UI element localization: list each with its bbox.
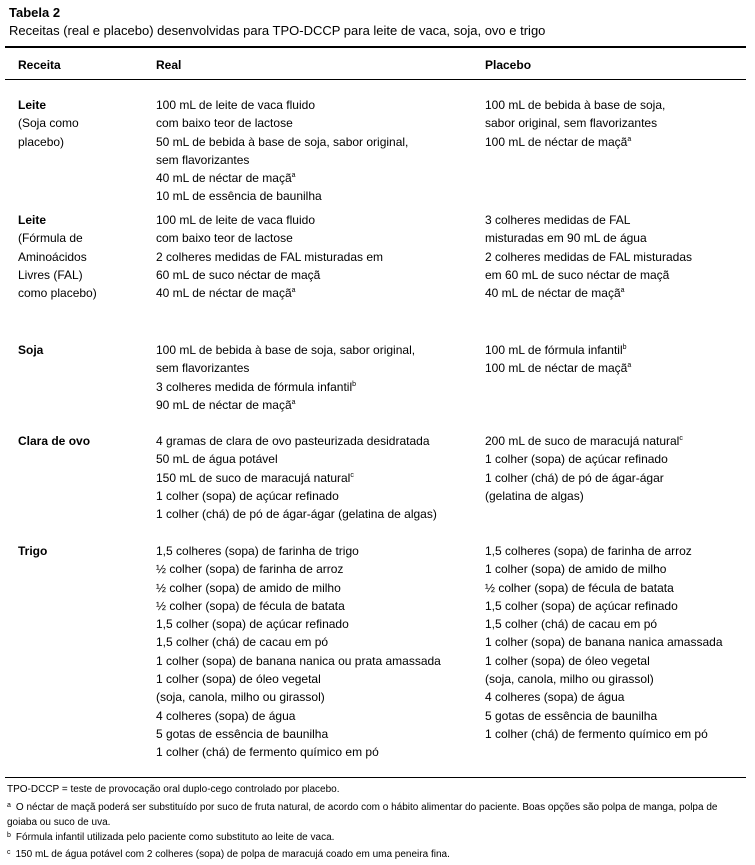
line-text: 1 colher (sopa) de banana nanica ou prata amassada [156,653,441,668]
ingredient-line [156,469,437,487]
ingredient-line [485,560,723,578]
footnote-ref: a [620,287,625,295]
line-text: 4 colheres (sopa) de água [485,690,625,705]
line-text: 100 mL de leite de vaca fluido [156,98,315,112]
ingredient-line [485,248,692,266]
line-text: 1 colher (sopa) de açúcar refinado [485,452,668,467]
line-text: 1 colher (sopa) de açúcar refinado [156,488,339,503]
line-text: 3 colheres medidas de FAL [485,213,631,227]
line-text: 1 colher (sopa) de óleo vegetal [156,672,321,687]
line-text: 5 gotas de essência de baunilha [485,708,658,723]
footnote-text: 150 mL de água potável com 2 colheres (sopa) de polpa de maracujá coado em uma peneira fina. [15,849,450,860]
line-text: 40 mL de néctar de maçã [485,286,621,301]
ingredient-line [156,133,408,151]
line-text: 40 mL de néctar de maçã [156,286,292,301]
footnote-b [7,829,745,846]
ingredient-line [156,505,437,523]
ingredient-line [485,284,692,302]
ingredient-line [156,560,441,578]
recipe-note [18,114,79,132]
recipe-note [18,284,97,302]
line-text: 100 mL de fórmula infantil [485,343,623,357]
line-text: 10 mL de essência de baunilha [156,189,322,204]
footnote-ref: a [627,135,632,143]
footnote-ref: b [622,344,627,351]
ingredient-line [156,450,437,468]
ingredient-line [485,670,723,688]
ingredient-line [156,688,441,706]
line-text: 1 colher (chá) de fermento químico em pó [485,726,708,741]
line-text: com baixo teor de lactose [156,116,293,131]
ingredient-line [156,615,441,633]
ingredient-line [156,707,441,725]
line-text: 1,5 colheres (sopa) de farinha de arroz [485,544,692,558]
recipe-note [18,266,97,284]
line-text: sem flavorizantes [156,152,250,167]
line-text: sem flavorizantes [156,361,250,376]
recipe-name [18,432,90,450]
line-text: 5 gotas de essência de baunilha [156,726,329,741]
ingredient-line [485,469,683,487]
line-text: 100 mL de leite de vaca fluido [156,213,315,227]
cell-real [156,211,383,302]
line-text: 1 colher (sopa) de amido de milho [485,562,667,577]
table-caption-title: Tabela 2 [9,5,61,20]
line-text: 1 colher (sopa) de banana nanica amassada [485,635,723,650]
header-real: Real [156,58,182,72]
ingredient-line [485,114,665,132]
footnote-ref: a [291,287,296,295]
line-text: 100 mL de bebida à base de soja, sabor original, [156,343,416,357]
line-text: 60 mL de suco néctar de maçã [156,267,321,282]
line-text: 150 mL de suco de maracujá natural [156,470,351,485]
footnote-ref: a [627,362,632,370]
footnote-ref: b [352,380,357,388]
line-text: misturadas em 90 mL de água [485,231,647,246]
ingredient-line [156,432,437,450]
line-text: ½ colher (sopa) de amido de milho [156,580,341,595]
footnote-mark: c [7,849,11,856]
line-text: ½ colher (sopa) de fécula de batata [485,580,674,595]
line-text: com baixo teor de lactose [156,231,293,246]
ingredient-line [156,151,408,169]
ingredient-line [156,187,408,205]
line-text: ½ colher (sopa) de fécula de batata [156,598,345,613]
ingredient-line [156,229,383,247]
line-text: 1,5 colher (chá) de cacau em pó [485,617,658,632]
header-recipe: Receita [18,58,61,72]
ingredient-line [485,597,723,615]
line-text: 1,5 colher (chá) de cacau em pó [156,635,329,650]
header-placebo: Placebo [485,58,532,72]
cell-placebo [485,341,631,378]
ingredient-line [156,743,441,761]
ingredient-line [156,378,415,396]
cell-placebo [485,542,723,743]
line-text: 1 colher (chá) de pó de ágar-ágar (gelatina de algas) [156,507,437,522]
cell-recipe [18,542,47,560]
ingredient-line [156,266,383,284]
line-text: 100 mL de bebida à base de soja, [485,98,666,112]
line-text: 1 colher (chá) de fermento químico em pó [156,745,379,760]
recipe-note [18,229,97,247]
line-text: 2 colheres medidas de FAL misturadas [485,249,692,264]
line-text: 200 mL de suco de maracujá natural [485,434,680,448]
ingredient-line [156,542,441,560]
ingredient-line [156,341,415,359]
ingredient-line [485,542,723,560]
line-text: Trigo [18,544,48,558]
recipe-name [18,211,97,229]
footnote-a [7,799,745,830]
ingredient-line [156,725,441,743]
footnote-ref: a [291,172,296,180]
line-text: 50 mL de água potável [156,452,278,467]
line-text: Soja [18,343,44,357]
line-text: 1,5 colher (sopa) de açúcar refinado [156,617,349,632]
ingredient-line [156,359,415,377]
line-text: 100 mL de néctar de maçã [485,134,628,149]
ingredient-line [156,633,441,651]
line-text: (soja, canola, milho ou girassol) [156,690,325,705]
cell-real [156,542,441,762]
line-text: 100 mL de néctar de maçã [485,361,628,376]
ingredient-line [156,597,441,615]
recipe-note [18,133,79,151]
line-text: (Fórmula de [18,231,83,246]
ingredient-line [485,341,631,359]
ingredient-line [156,211,383,229]
bottom-rule [5,777,746,778]
footnote-ref: a [291,398,296,406]
ingredient-line [485,432,683,450]
ingredient-line [156,670,441,688]
recipe-name [18,542,47,560]
line-text: 50 mL de bebida à base de soja, sabor original, [156,134,409,149]
cell-placebo [485,96,665,151]
recipe-name [18,96,79,114]
ingredient-line [485,266,692,284]
ingredient-line [485,229,692,247]
line-text: como placebo) [18,286,97,301]
ingredient-line [485,707,723,725]
line-text: 4 colheres (sopa) de água [156,708,296,723]
ingredient-line [156,579,441,597]
cell-recipe [18,341,43,359]
line-text: Clara de ovo [18,434,91,448]
line-text: 1,5 colher (sopa) de açúcar refinado [485,598,678,613]
ingredient-line [485,487,683,505]
ingredient-line [485,359,631,377]
ingredient-line [485,450,683,468]
line-text: 1 colher (chá) de pó de ágar-ágar [485,470,664,485]
line-text: em 60 mL de suco néctar de maçã [485,267,670,282]
line-text: Livres (FAL) [18,267,83,282]
ingredient-line [156,96,408,114]
ingredient-line [156,248,383,266]
line-text: 90 mL de néctar de maçã [156,397,292,412]
ingredient-line [485,96,665,114]
ingredient-line [485,133,665,151]
cell-real [156,96,408,206]
footnote-mark: a [7,802,11,809]
ingredient-line [156,487,437,505]
cell-placebo [485,211,692,302]
ingredient-line [156,396,415,414]
line-text: Aminoácidos [18,249,87,264]
line-text: 4 gramas de clara de ovo pasteurizada desidratada [156,434,430,448]
line-text: sabor original, sem flavorizantes [485,116,658,131]
line-text: Leite [18,98,47,112]
line-text: placebo) [18,134,65,149]
ingredient-line [485,725,723,743]
cell-real [156,341,415,414]
line-text: 2 colheres medidas de FAL misturadas em [156,249,383,264]
line-text: 1,5 colheres (sopa) de farinha de trigo [156,544,359,558]
line-text: 1 colher (sopa) de óleo vegetal [485,653,650,668]
footnote-abbreviation: TPO-DCCP = teste de provocação oral duplo-cego controlado por placebo. [7,784,340,795]
line-text: (gelatina de algas) [485,488,584,503]
ingredient-line [485,615,723,633]
line-text: ½ colher (sopa) de farinha de arroz [156,562,344,577]
cell-recipe [18,432,90,450]
ingredient-line [156,169,408,187]
footnote-mark: b [7,832,11,839]
line-text: 3 colheres medida de fórmula infantil [156,379,353,394]
line-text: Leite [18,213,47,227]
ingredient-line [485,688,723,706]
ingredient-line [485,633,723,651]
ingredient-line [485,579,723,597]
ingredient-line [156,114,408,132]
footnote-ref: c [679,435,683,442]
line-text: 40 mL de néctar de maçã [156,171,292,186]
ingredient-line [156,284,383,302]
recipe-note [18,248,97,266]
cell-real [156,432,437,523]
footnote-text: O néctar de maçã poderá ser substituído por suco de fruta natural, de acordo com o hábito alimentar do paciente. Boas opções são polpa de manga, polpa de goiaba ou suco de uva. [7,802,718,828]
table-caption-subtitle: Receitas (real e placebo) desenvolvidas para TPO-DCCP para leite de vaca, soja, ovo e trigo [9,23,546,38]
line-text: (soja, canola, milho ou girassol) [485,672,654,687]
cell-placebo [485,432,683,505]
cell-recipe [18,96,79,151]
footnote-c [7,846,745,863]
footnote-text: Fórmula infantil utilizada pelo paciente como substituto ao leite de vaca. [15,832,335,843]
footnote-ref: c [350,471,354,479]
ingredient-line [485,211,692,229]
ingredient-line [485,652,723,670]
top-rule [5,46,746,48]
header-rule [5,79,746,80]
line-text: (Soja como [18,116,79,131]
ingredient-line [156,652,441,670]
recipe-name [18,341,43,359]
cell-recipe [18,211,97,302]
